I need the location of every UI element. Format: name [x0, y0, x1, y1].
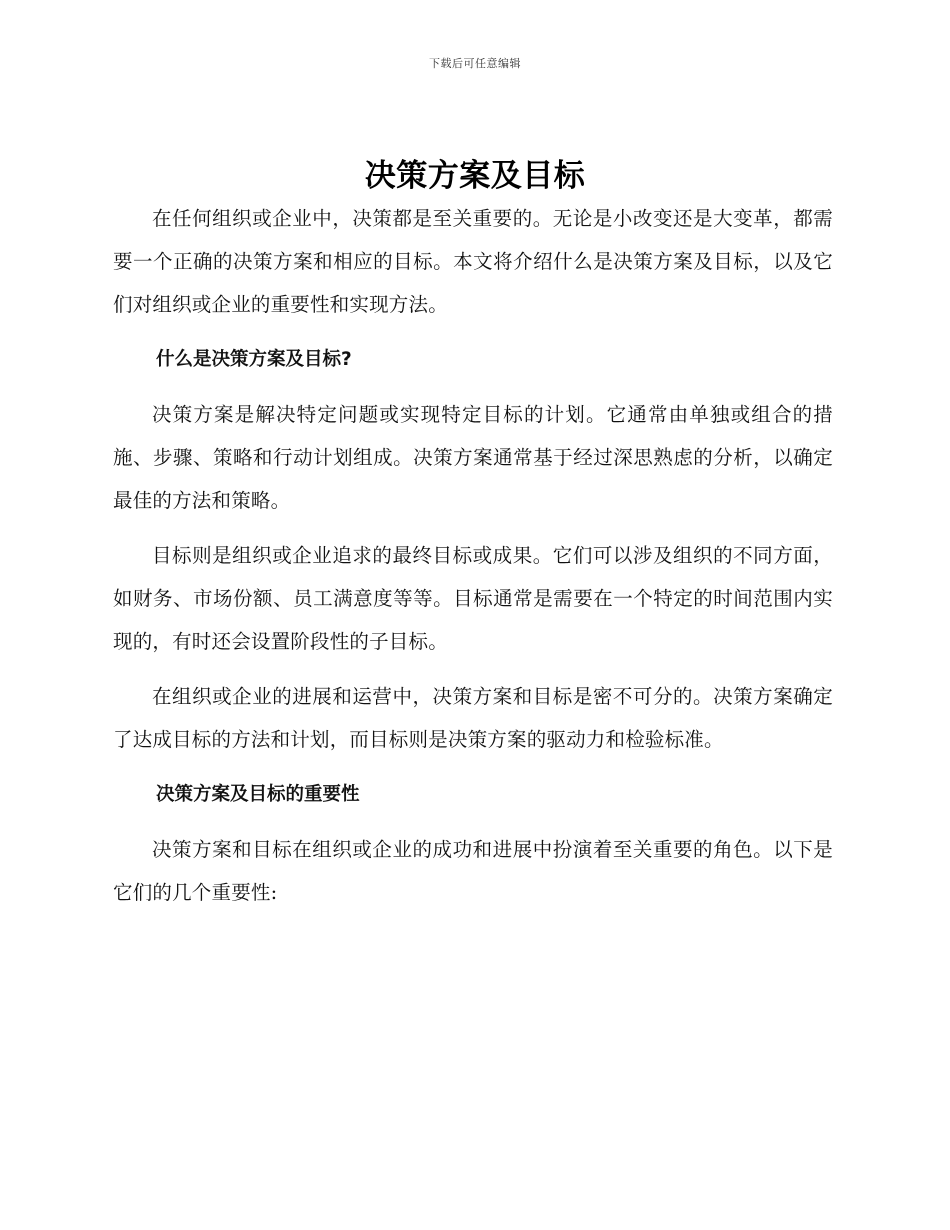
paragraph-decision-plan: 决策方案是解决特定问题或实现特定目标的计划。它通常由单独或组合的措施、步骤、策略和行动计划组成。决策方案通常基于经过深思熟虑的分析，以确定最佳的方法和策略。 [113, 403, 833, 512]
section-heading-definition: 什么是决策方案及目标? [156, 349, 352, 370]
document-body [113, 197, 833, 914]
section-heading-importance: 决策方案及目标的重要性 [156, 784, 360, 805]
document-title: 决策方案及目标 [364, 158, 586, 194]
paragraph-relationship: 在组织或企业的进展和运营中，决策方案和目标是密不可分的。决策方案确定了达成目标的方法和计划，而目标则是决策方案的驱动力和检验标准。 [113, 685, 833, 751]
paragraph-intro: 在任何组织或企业中，决策都是至关重要的。无论是小改变还是大变革，都需要一个正确的决策方案和相应的目标。本文将介绍什么是决策方案及目标，以及它们对组织或企业的重要性和实现方法。 [113, 207, 833, 316]
paragraph-importance-intro: 决策方案和目标在组织或企业的成功和进展中扮演着至关重要的角色。以下是它们的几个重要性: [113, 838, 833, 904]
page-header: 下载后可任意编辑 [429, 57, 521, 70]
paragraph-goals: 目标则是组织或企业追求的最终目标或成果。它们可以涉及组织的不同方面，如财务、市场份额、员工满意度等等。目标通常是需要在一个特定的时间范围内实现的，有时还会设置阶段性的子目标。 [113, 544, 833, 653]
